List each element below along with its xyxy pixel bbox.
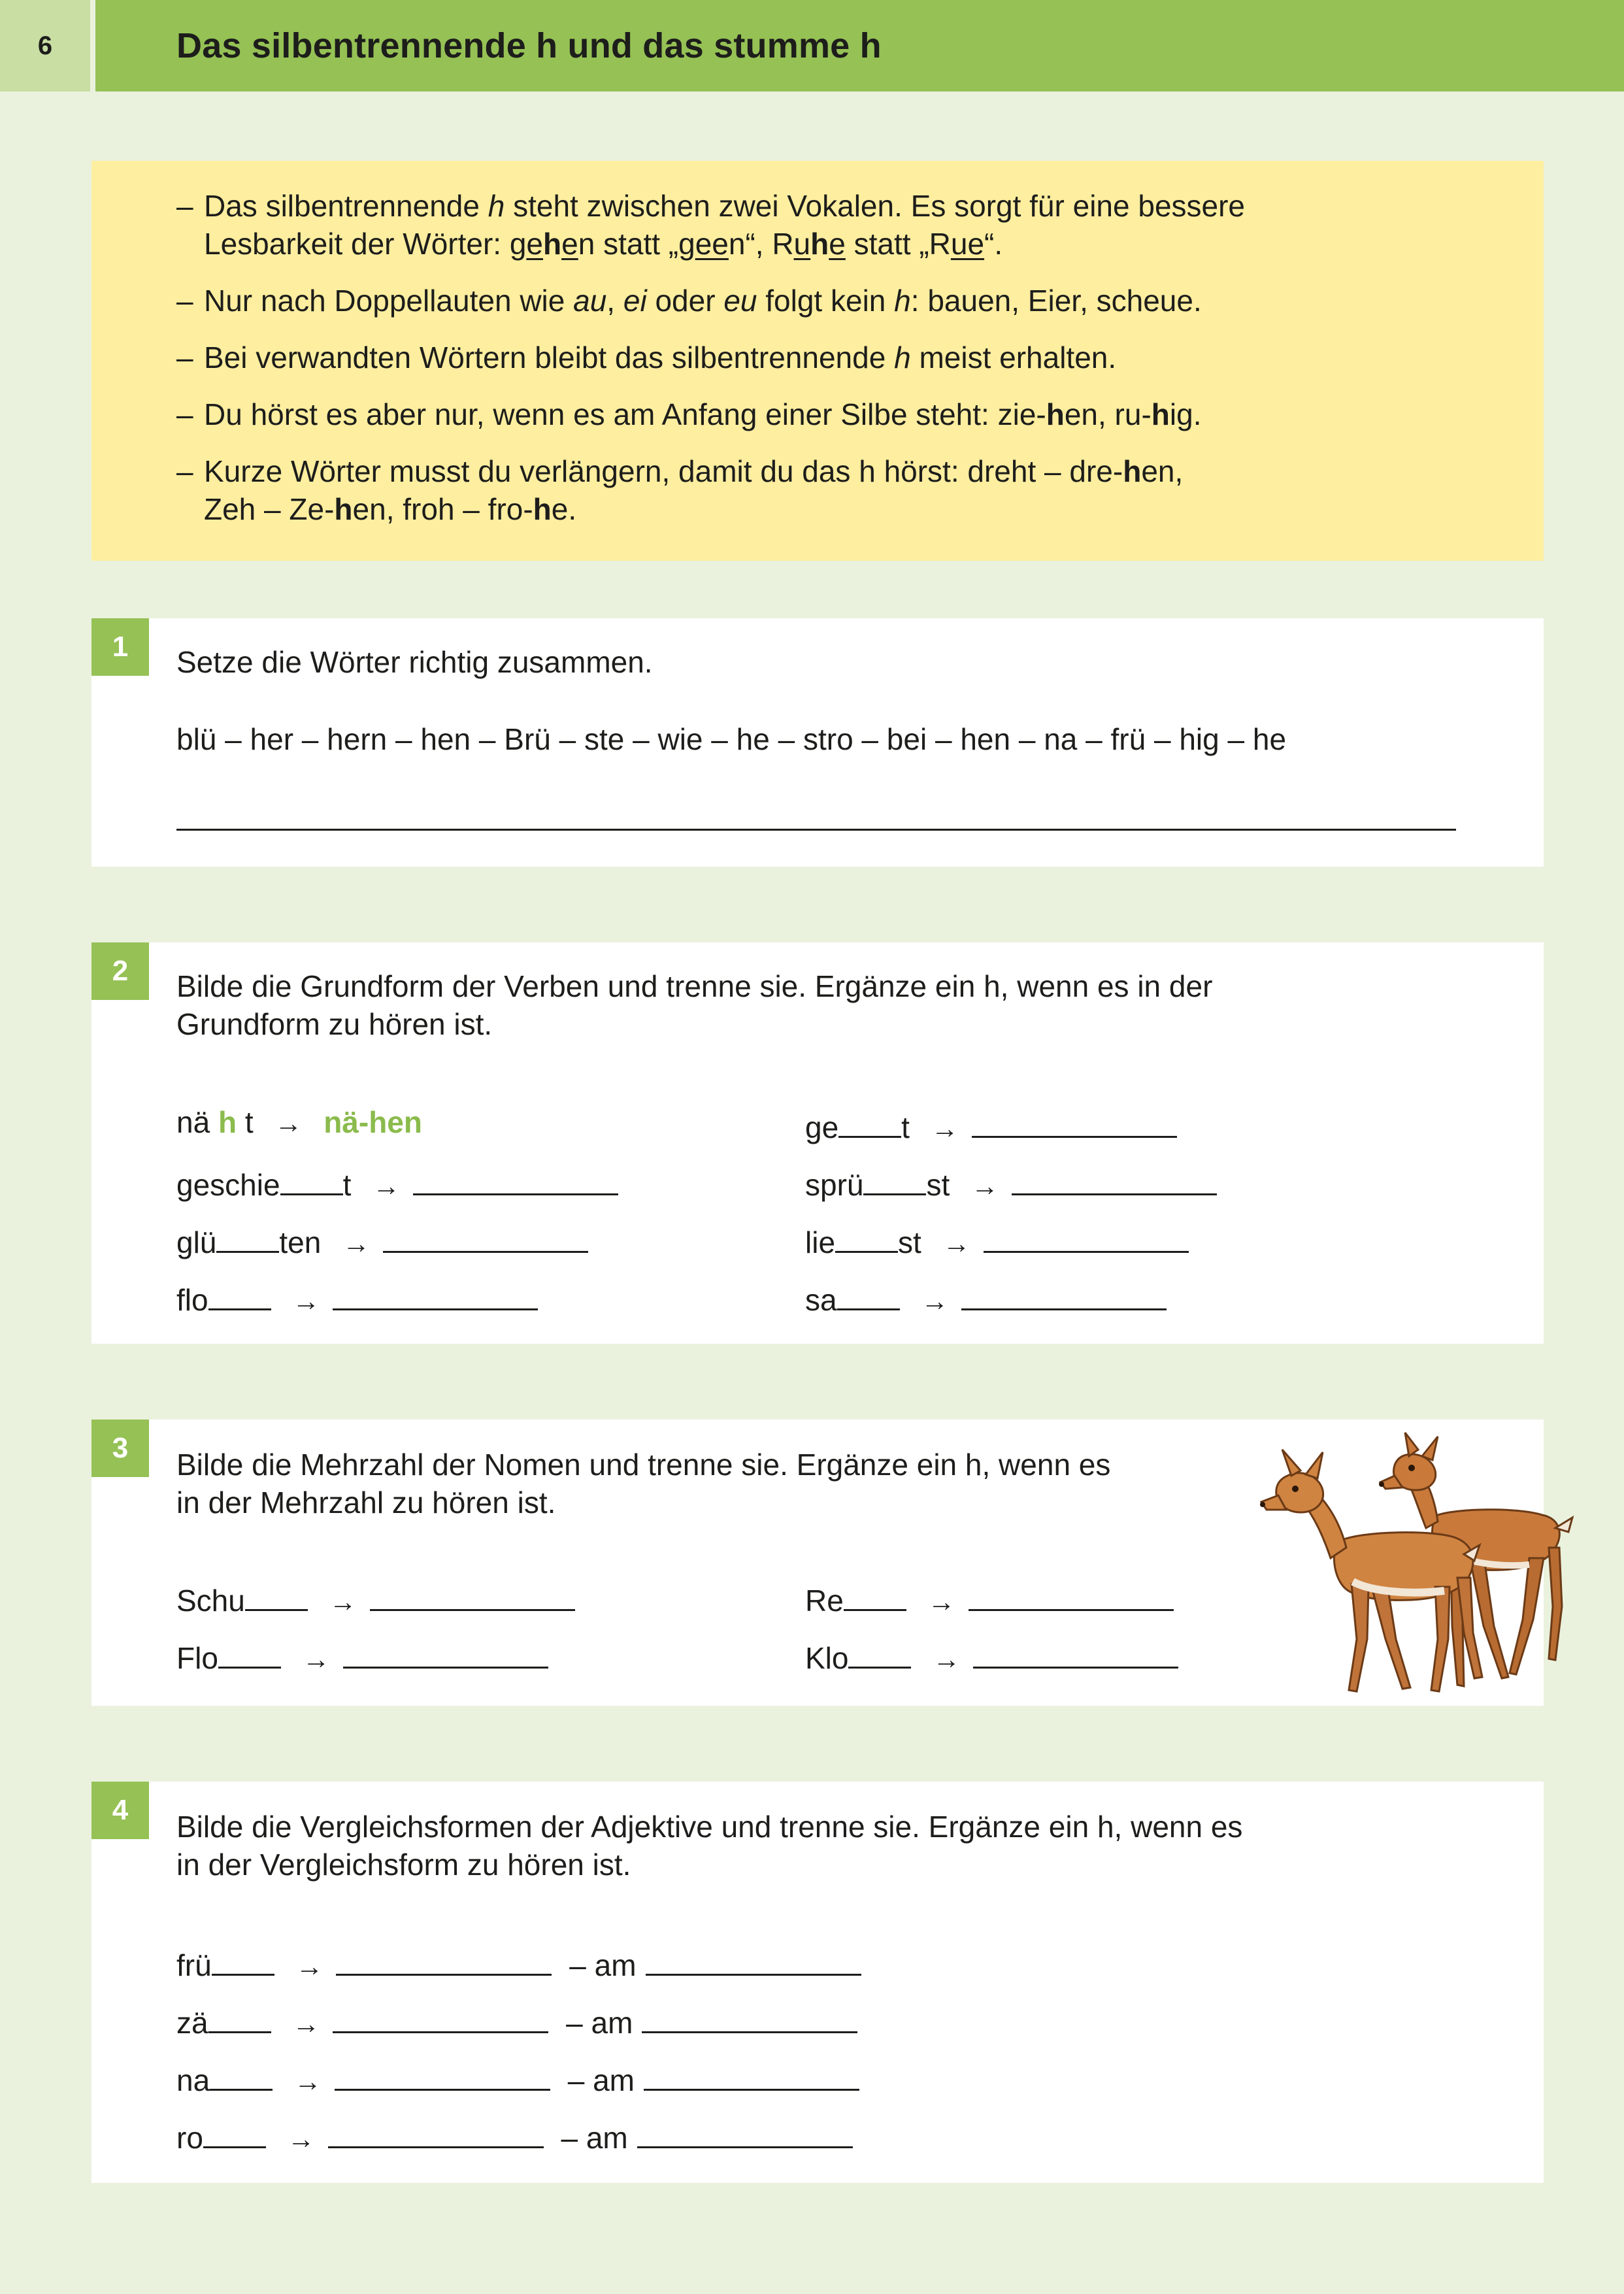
rule-segment: en, ru- (1064, 397, 1152, 431)
exercise-4-row (176, 2114, 853, 2158)
rule-segment: , (606, 284, 623, 318)
deer-illustration (1242, 1430, 1624, 1698)
superlative-blank[interactable] (642, 1999, 857, 2033)
example-answer: nä-hen (323, 1105, 422, 1139)
exercise-2-example-row (176, 1103, 422, 1142)
rule-segment: u (793, 227, 811, 261)
exercise-3-row (176, 1576, 575, 1621)
exercise-4-card (91, 1782, 1544, 2183)
rule-item (176, 187, 1465, 263)
example-ending: t (244, 1105, 254, 1139)
exercise-1-instruction: Setze die Wörter richtig zusammen. (176, 645, 653, 679)
rule-segment: “. (984, 227, 1003, 261)
rule-segment: h (1123, 454, 1142, 488)
adjective-stem: na (176, 2063, 210, 2097)
rule-dash: – (176, 397, 193, 431)
comparative-blank[interactable] (335, 2056, 550, 2091)
rule-segment: h (543, 227, 562, 261)
page-number (0, 0, 90, 91)
arrow-icon: → (921, 1286, 949, 1316)
letter-blank[interactable] (863, 1161, 926, 1195)
exercise-4-row (176, 1941, 861, 1986)
exercise-2-row (176, 1161, 618, 1205)
letter-blank[interactable] (838, 1103, 901, 1138)
am-label: – am (569, 1948, 637, 1982)
am-label: – am (566, 2006, 633, 2040)
exercise-4-instruction-line-1: Bilde die Vergleichsformen der Adjektive und trenne sie. Ergänze ein h, wenn es (176, 1810, 1243, 1844)
exercise-3-instruction-line-1: Bilde die Mehrzahl der Nomen und trenne sie. Ergänze ein h, wenn es (176, 1448, 1111, 1482)
comparative-blank[interactable] (336, 1941, 552, 1976)
rule-segment: ei (623, 284, 647, 318)
rule-segment: h (1151, 397, 1170, 431)
exercise-3-number: 3 (91, 1420, 149, 1477)
letter-blank[interactable] (837, 1276, 900, 1310)
word-ending: ten (279, 1225, 322, 1259)
rule-segment: e (561, 227, 578, 261)
rule-segment: statt „R (845, 227, 951, 261)
word-stem: lie (805, 1225, 836, 1259)
arrow-icon: → (373, 1171, 401, 1201)
answer-blank[interactable] (333, 1276, 538, 1310)
answer-blank[interactable] (984, 1218, 1189, 1253)
example-stem: nä (176, 1105, 210, 1139)
word-ending: st (926, 1168, 950, 1202)
exercise-1-number: 1 (91, 618, 149, 676)
word-stem: ge (805, 1110, 839, 1144)
rule-segment: e (829, 227, 846, 261)
rule-item (176, 339, 1465, 376)
rule-segment: eu (723, 284, 757, 318)
letter-blank[interactable] (210, 2056, 273, 2091)
rule-segment: ig. (1169, 397, 1202, 431)
rule-segment: en, (1141, 454, 1184, 488)
rule-segment: h (488, 189, 505, 223)
answer-blank[interactable] (413, 1161, 618, 1195)
exercise-3-card (91, 1420, 1544, 1706)
rule-item (176, 282, 1465, 320)
word-ending: t (342, 1168, 352, 1202)
arrow-icon: → (329, 1586, 357, 1617)
rule-segment: n“, R (728, 227, 794, 261)
arrow-icon: → (342, 1228, 371, 1259)
page-number-text: 6 (37, 31, 53, 60)
rule-dash: – (176, 189, 193, 223)
noun-stem: Klo (805, 1641, 849, 1675)
answer-blank[interactable] (972, 1103, 1177, 1138)
rule-segment: ue (950, 227, 985, 261)
arrow-icon: → (942, 1228, 970, 1259)
title-bar (95, 0, 1624, 91)
comparative-blank[interactable] (328, 2114, 544, 2148)
arrow-icon: → (971, 1171, 999, 1201)
rule-segment: en, froh – fro- (352, 492, 533, 526)
rule-line (204, 187, 1465, 225)
rule-segment: Bei verwandten Wörtern bleibt das silbentrennende (204, 341, 895, 374)
rule-text (204, 282, 1465, 320)
letter-blank[interactable] (208, 1999, 271, 2033)
answer-blank[interactable] (973, 1634, 1178, 1669)
letter-blank[interactable] (212, 1941, 274, 1976)
letter-blank[interactable] (844, 1576, 906, 1611)
arrow-icon: → (292, 2008, 320, 2039)
word-ending: st (898, 1225, 921, 1259)
exercise-4-row (176, 2056, 859, 2101)
rule-segment: Zeh – Ze- (204, 492, 335, 526)
exercise-2-row (176, 1276, 538, 1320)
rule-dash: – (176, 454, 193, 488)
rule-dash: – (176, 341, 193, 374)
am-label: – am (567, 2063, 635, 2097)
rule-text (204, 452, 1465, 528)
arrow-icon: → (287, 2123, 315, 2154)
word-stem: glü (176, 1225, 217, 1259)
exercise-2-row (805, 1218, 1189, 1263)
arrow-icon: → (292, 1286, 320, 1316)
exercise-3-instruction-line-2: in der Mehrzahl zu hören ist. (176, 1486, 556, 1520)
deer-front-icon (1260, 1450, 1482, 1691)
letter-blank[interactable] (280, 1161, 343, 1195)
exercise-4-row (176, 1999, 857, 2043)
rule-segment: Kurze Wörter musst du verlängern, damit du das h hörst: dreht – dre- (204, 454, 1123, 488)
exercise-4-number: 4 (91, 1782, 149, 1839)
rule-segment: e. (551, 492, 577, 526)
rule-segment: folgt kein (757, 284, 895, 318)
am-label: – am (561, 2121, 628, 2155)
rule-line (204, 490, 1465, 528)
adjective-stem: ro (176, 2121, 203, 2155)
page-title: Das silbentrennende h und das stumme h (176, 26, 882, 65)
word-stem: flo (176, 1283, 208, 1317)
rule-segment: : bauen, Eier, scheue. (910, 284, 1202, 318)
exercise-3-row (805, 1634, 1178, 1678)
rule-segment: h (1046, 397, 1065, 431)
rule-line (204, 339, 1465, 376)
exercise-1-answer-line[interactable] (176, 829, 1456, 831)
exercise-2-row (176, 1218, 588, 1263)
rule-segment: meist erhalten. (910, 341, 1117, 374)
rule-segment: steht zwischen zwei Vokalen. Es sorgt für eine bessere (505, 189, 1246, 223)
exercise-4-instruction (176, 1808, 1242, 1884)
rule-segment: Das silbentrennende (204, 189, 488, 223)
letter-blank[interactable] (245, 1576, 308, 1611)
rule-text (204, 339, 1465, 376)
exercise-3-instruction (176, 1446, 1110, 1521)
adjective-stem: zä (176, 2006, 208, 2040)
rule-text (204, 395, 1465, 433)
answer-blank[interactable] (969, 1576, 1174, 1611)
rule-segment: h (894, 284, 911, 318)
rule-segment: n statt „g (578, 227, 695, 261)
rule-segment: e (526, 227, 544, 261)
rule-line (204, 282, 1465, 320)
arrow-icon: → (302, 1644, 330, 1674)
arrow-icon: → (933, 1644, 961, 1674)
letter-blank[interactable] (835, 1218, 898, 1253)
rule-segment: Du hörst es aber nur, wenn es am Anfang einer Silbe steht: zie- (204, 397, 1046, 431)
answer-blank[interactable] (343, 1634, 548, 1669)
rule-segment: h (894, 341, 911, 374)
rule-item (176, 395, 1465, 433)
rule-dash: – (176, 284, 193, 318)
rule-segment: h (533, 492, 552, 526)
letter-blank[interactable] (208, 1276, 271, 1310)
answer-blank[interactable] (383, 1218, 588, 1253)
superlative-blank[interactable] (644, 2056, 859, 2091)
exercise-1-syllables: blü – her – hern – hen – Brü – ste – wie – he – stro – bei – hen – na – frü – hig – he (176, 722, 1287, 756)
exercise-2-instruction-line-2: Grundform zu hören ist. (176, 1007, 493, 1041)
word-ending: t (901, 1110, 910, 1144)
rule-text (204, 187, 1465, 263)
exercise-2-card (91, 942, 1544, 1344)
exercise-2-instruction (176, 967, 1212, 1043)
exercise-2-row (805, 1103, 1177, 1148)
rule-line (204, 225, 1465, 263)
noun-stem: Re (805, 1584, 844, 1618)
word-stem: sprü (805, 1168, 864, 1202)
example-fill: h (218, 1105, 237, 1139)
rule-line (204, 395, 1465, 433)
adjective-stem: frü (176, 1948, 212, 1982)
rule-segment: Lesbarkeit der Wörter: g (204, 227, 527, 261)
arrow-icon: → (274, 1108, 303, 1139)
rules-box (91, 161, 1544, 561)
exercise-3-row (176, 1634, 548, 1678)
rule-segment: ee (695, 227, 729, 261)
rule-line (204, 452, 1465, 490)
letter-blank[interactable] (216, 1218, 279, 1253)
rule-segment: au (573, 284, 607, 318)
word-stem: geschie (176, 1168, 280, 1202)
comparative-blank[interactable] (333, 1999, 548, 2033)
arrow-icon: → (931, 1113, 959, 1144)
answer-blank[interactable] (961, 1276, 1167, 1310)
exercise-2-number: 2 (91, 942, 149, 1000)
rule-item (176, 452, 1465, 528)
rule-segment: h (810, 227, 829, 261)
noun-stem: Schu (176, 1584, 245, 1618)
superlative-blank[interactable] (637, 2114, 853, 2148)
noun-stem: Flo (176, 1641, 218, 1675)
exercise-1-card (91, 618, 1544, 867)
exercise-3-row (805, 1576, 1174, 1621)
letter-blank[interactable] (848, 1634, 911, 1669)
exercise-2-row (805, 1276, 1167, 1320)
exercise-4-instruction-line-2: in der Vergleichsform zu hören ist. (176, 1848, 631, 1882)
answer-blank[interactable] (370, 1576, 575, 1611)
rule-segment: h (334, 492, 353, 526)
word-stem: sa (805, 1283, 837, 1317)
rule-segment: oder (646, 284, 724, 318)
letter-blank[interactable] (203, 2114, 266, 2148)
letter-blank[interactable] (218, 1634, 281, 1669)
rule-segment: Nur nach Doppellauten wie (204, 284, 574, 318)
superlative-blank[interactable] (646, 1941, 861, 1976)
exercise-2-instruction-line-1: Bilde die Grundform der Verben und trenne sie. Ergänze ein h, wenn es in der (176, 969, 1213, 1003)
arrow-icon: → (295, 1951, 323, 1982)
exercise-2-row (805, 1161, 1217, 1205)
arrow-icon: → (293, 2066, 322, 2097)
answer-blank[interactable] (1012, 1161, 1217, 1195)
arrow-icon: → (927, 1586, 955, 1617)
